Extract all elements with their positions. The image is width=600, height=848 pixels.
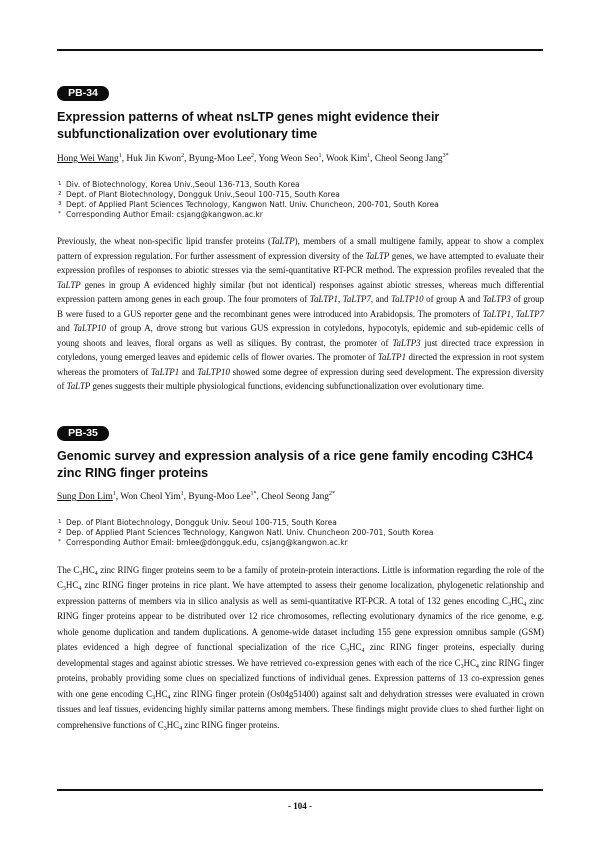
- affiliation-text: Corresponding Author Email: bmlee@dongguk.edu, csjang@kangwon.ac.kr: [66, 538, 348, 548]
- text-run: HC: [65, 580, 79, 591]
- subscript: 4: [475, 663, 479, 670]
- affiliation-item: [57, 538, 547, 548]
- text-run: ,: [338, 294, 343, 305]
- author-list: Hong Wei Wang$^1$, Huk Jin Kwon$^2$, Byung-Moo Lee$^2$, Yong Weon Seo$^1$, Wook Kim$^1$, Cheol Seong Jang$^{3*}$: [57, 153, 449, 164]
- gene-name: TaLTP3: [392, 337, 421, 348]
- author-affiliation-mark: 2: [251, 153, 254, 159]
- subscript: 3: [507, 601, 511, 608]
- gene-name: TaLTP: [57, 279, 81, 290]
- gene-name: TaLTP3: [482, 294, 511, 305]
- gene-name: TaLTP: [365, 250, 390, 261]
- text-run: zinc RING finger proteins.: [182, 719, 280, 730]
- text-run: The C: [57, 565, 80, 575]
- author-affiliation-mark: 2*: [328, 491, 335, 497]
- affiliation-text: Dept. of Plant Biotechnology, Dongguk Univ.,Seoul 100-715, South Korea: [66, 190, 340, 200]
- gene-name: TaLTP1: [377, 352, 407, 363]
- subscript: 4: [361, 648, 365, 655]
- text-run: HC: [166, 719, 180, 730]
- section-badge: PB-34: [57, 86, 109, 101]
- author-name: Hong Wei Wang: [57, 154, 119, 164]
- text-run: showed some degree of expression during seed development. The expression diversity of: [57, 366, 544, 392]
- affiliation-mark: 2: [58, 191, 62, 198]
- text-run: HC: [82, 565, 95, 575]
- subscript: 3: [79, 571, 83, 577]
- gene-name: TaLTP: [270, 236, 295, 246]
- text-run: genes suggests their multiple physiological functions, evidencing subfunctionalization over evolutionary time.: [90, 381, 484, 392]
- affiliation-list: [57, 180, 547, 220]
- author-affiliation-mark: 1: [367, 153, 371, 159]
- affiliation-item: [57, 518, 547, 528]
- affiliation-mark: 1: [58, 181, 62, 187]
- subscript: 4: [94, 571, 98, 577]
- text-run: ,: [510, 308, 516, 319]
- subscript: 4: [167, 694, 171, 701]
- text-run: HC: [155, 688, 168, 699]
- gene-name: TaLTP10: [197, 366, 230, 377]
- text-run: HC: [510, 595, 524, 606]
- affiliation-mark: 2: [58, 529, 62, 536]
- text-run: genes in group A evidenced highly similar (but not identical) responses against abiotic stresses, whereas much differential expression pattern among genes in each group. The four promoters of: [57, 279, 544, 305]
- author-affiliation-mark: 2: [181, 153, 185, 159]
- top-rule: [57, 49, 543, 51]
- section-title: Genomic survey and expression analysis of a rice gene family encoding C3HC4 zinc RING finger proteins: [57, 449, 533, 480]
- author-name: Yong Weon Seo: [258, 154, 319, 164]
- text-run: genes, we have attempted to evaluate their expression profiles of responses to abiotic stresses via the semi-quantitative RT-PCR method. The expression profiles revealed that the: [57, 250, 544, 276]
- text-run: and: [179, 366, 198, 377]
- text-run: just directed trace expression in cotyledons, young emerged leaves and epidemic cells of flower ovaries. The promoter of: [57, 337, 544, 363]
- author-list: Sung Don Lim$^1$, Won Cheol Yim$^1$, Byung-Moo Lee$^{1*}$, Cheol Seong Jang$^{2*}$: [57, 491, 335, 502]
- subscript: 3: [460, 663, 464, 670]
- gene-name: TaLTP7: [342, 294, 371, 305]
- author-affiliation-mark: 3*: [442, 153, 449, 159]
- author-affiliation-mark: 1: [112, 491, 116, 497]
- text-run: directed the expression in root system whereas the promoters of: [57, 352, 544, 377]
- affiliation-item: [57, 210, 547, 220]
- text-run: zinc RING finger protein (Os04g51400) against salt and dehydration stresses were evaluated in crown tissues and leaf tissues, evidencing highly similar patterns among members. These findings might provide clues to shed further light on comprehensive functions of C: [57, 688, 545, 730]
- text-run: zinc RING finger proteins seem to be a family of protein-protein interactions. Little is information regarding the role of the C: [57, 565, 545, 591]
- bottom-rule: [57, 789, 543, 791]
- affiliation-text: Div. of Biotechnology, Korea Univ.,Seoul 136-713, South Korea: [66, 180, 300, 189]
- affiliation-text: Dep. of Applied Plant Sciences Technology, Kangwon Natl. Univ. Chuncheon 200-701, South Korea: [66, 528, 434, 538]
- author-name: Wook Kim: [325, 154, 368, 164]
- gene-name: TaLTP10: [391, 294, 424, 305]
- author-name: Sung Don Lim: [57, 492, 113, 502]
- affiliation-mark: 3: [58, 201, 62, 208]
- author-name: Huk Jin Kwon: [126, 154, 182, 164]
- section-title: Expression patterns of wheat nsLTP genes might evidence their subfunctionalization over evolutionary time: [57, 110, 440, 141]
- abstract-text: [57, 234, 544, 394]
- abstract-text: [57, 563, 544, 733]
- author-name: Byung-Moo Lee: [188, 492, 251, 502]
- affiliation-text: Corresponding Author Email: csjang@kangwon.ac.kr: [66, 210, 263, 220]
- text-run: zinc RING finger proteins, probably providing some clues on specialized functions of individual genes. Expression patterns of 13 co-expression genes with one gene encoding C: [57, 657, 544, 699]
- subscript: 4: [179, 725, 183, 732]
- affiliation-mark: *: [58, 539, 61, 546]
- affiliation-item: [57, 200, 547, 210]
- text-run: zinc RING finger proteins in rice plant. We have attempted to assess their genome localization, phylogenetic relationship and expression patterns of members via in silico analysis as well as semi-quantitative RT-PCR. A total of 132 genes encoding C: [57, 580, 544, 606]
- affiliation-item: [57, 190, 547, 200]
- affiliation-text: Dept. of Applied Plant Sciences Technology, Kangwon Natl. Univ. Chuncheon, 200-701, South Korea: [66, 200, 439, 210]
- author-name: Byung-Moo Lee: [188, 154, 251, 164]
- text-run: , and: [370, 294, 392, 305]
- affiliation-item: [57, 528, 547, 538]
- affiliation-text: Dep. of Plant Biotechnology, Dongguk Univ. Seoul 100-715, South Korea: [66, 518, 337, 527]
- text-run: HC: [349, 642, 362, 653]
- section-badge: PB-35: [57, 426, 109, 441]
- gene-name: TaLTP1: [151, 366, 180, 377]
- affiliation-list: [57, 518, 547, 548]
- subscript: 3: [163, 725, 167, 732]
- author-affiliation-mark: 1: [118, 153, 122, 159]
- author-affiliation-mark: 1: [318, 153, 322, 159]
- gene-name: TaLTP1: [482, 308, 511, 319]
- author-affiliation-mark: 1: [180, 491, 184, 497]
- author-name: Cheol Seong Jang: [374, 154, 443, 164]
- affiliation-mark: *: [58, 211, 61, 218]
- subscript: 3: [346, 648, 350, 655]
- text-run: of group A, drove strong but various GUS expression in cotyledons, hypocotyls, epidemic and sub-epidemic cells of young shoots and leaves, floral organs as well as siliques. By contrast, the promoter of: [57, 323, 544, 348]
- text-run: ), members of a small multigene family, appear to show a complex pattern of expression regulation. For further assessment of expression diversity of the: [57, 236, 544, 261]
- text-run: zinc RING finger proteins appear to be distributed over 12 rice chromosomes, reflecting evolutionary dynamics of the rice genome, e.g. whole genome duplication and tandem duplications. A genome-wide dataset including 155 gene expression omnibus sample (GSM) plates evidenced a high degree of functional specialization of the rice C: [57, 595, 544, 653]
- subscript: 3: [152, 694, 156, 701]
- text-run: zinc RING finger proteins, especially during developmental stages and against abiotic stresses. We have retrieved co-expression genes with each of the rice C: [57, 642, 544, 668]
- gene-name: TaLTP: [66, 381, 91, 392]
- affiliation-item: [57, 180, 547, 190]
- gene-name: TaLTP7: [515, 308, 545, 319]
- text-run: of group A and: [423, 294, 483, 305]
- text-run: HC: [463, 657, 476, 668]
- text-run: Previously, the wheat non-specific lipid transfer proteins (: [57, 236, 271, 246]
- subscript: 4: [523, 601, 527, 608]
- gene-name: TaLTP1: [309, 294, 338, 305]
- author-name: Won Cheol Yim: [120, 492, 181, 502]
- text-run: of group B were fused to a GUS reporter gene and the recombinant genes were introduced into Arabidopsis. The promoters of: [57, 294, 545, 319]
- gene-name: TaLTP10: [73, 323, 106, 334]
- subscript: 4: [78, 586, 82, 593]
- author-name: Cheol Seong Jang: [261, 492, 329, 502]
- subscript: 3: [62, 586, 66, 593]
- text-run: and: [57, 323, 74, 334]
- affiliation-mark: 1: [58, 519, 62, 525]
- author-affiliation-mark: 1*: [250, 491, 257, 497]
- page-number: - 104 -: [288, 801, 312, 811]
